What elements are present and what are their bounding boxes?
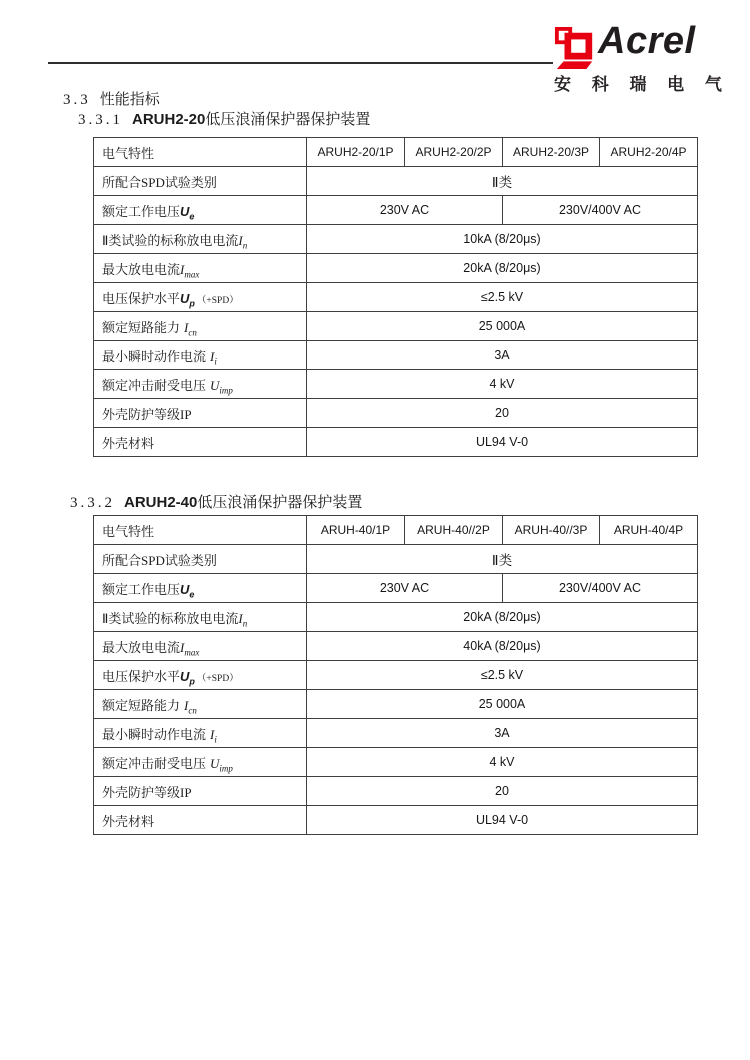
table-row xyxy=(94,661,698,690)
row-value: 20kA (8/20μs) xyxy=(307,603,698,632)
row-value: 4 kV xyxy=(307,748,698,777)
row-label: 最小瞬时动作电流 xyxy=(102,348,207,364)
row-symbol-sub: cn xyxy=(188,327,197,338)
row-symbol: I xyxy=(184,697,189,713)
table-row xyxy=(94,370,698,399)
row-value: 25 000A xyxy=(307,312,698,341)
table-row xyxy=(94,719,698,748)
row-value: 3A xyxy=(307,341,698,370)
table-header-row xyxy=(94,138,698,167)
row-label: 外壳防护等级IP xyxy=(102,406,192,422)
row-symbol-sub: n xyxy=(242,618,248,629)
row-label: 额定冲击耐受电压 xyxy=(102,377,207,393)
table-row xyxy=(94,254,698,283)
row-symbol-sub: e xyxy=(189,211,195,222)
table2-heading-suffix: 低压浪涌保护器保护装置 xyxy=(197,495,363,511)
row-label: 额定短路能力 xyxy=(102,697,181,713)
row-value: 10kA (8/20μs) xyxy=(307,225,698,254)
table-row xyxy=(94,225,698,254)
table-header-row xyxy=(94,516,698,545)
row-value: UL94 V-0 xyxy=(307,806,698,835)
row-symbol: I xyxy=(180,639,185,655)
column-header-model: ARUH2-20/3P xyxy=(503,138,600,167)
row-label: 最大放电电流 xyxy=(102,261,181,277)
column-header-model: ARUH2-20/2P xyxy=(405,138,503,167)
row-symbol: I xyxy=(184,319,189,335)
row-symbol-sub: i xyxy=(214,734,217,745)
spec-table-aruh2-40 xyxy=(93,515,698,835)
row-symbol: U xyxy=(210,377,220,393)
row-symbol-sub: p xyxy=(189,676,195,687)
table-row xyxy=(94,690,698,719)
row-symbol-sub: e xyxy=(189,589,195,600)
table-row xyxy=(94,603,698,632)
column-header-model: ARUH-40//2P xyxy=(405,516,503,545)
row-value: 3A xyxy=(307,719,698,748)
table-row xyxy=(94,167,698,196)
row-value: 230V AC xyxy=(307,574,503,603)
row-symbol: I xyxy=(210,348,215,364)
table2-heading-model: ARUH2-40 xyxy=(124,494,198,511)
row-label: Ⅱ类试验的标称放电电流 xyxy=(102,610,239,626)
brand-name: Acrel xyxy=(598,20,696,62)
row-label: 外壳材料 xyxy=(102,435,155,451)
brand-logo xyxy=(554,18,730,95)
row-label: 电压保护水平 xyxy=(102,290,181,306)
table-row xyxy=(94,574,698,603)
row-value: ≤2.5 kV xyxy=(307,661,698,690)
row-label-note: （+SPD） xyxy=(196,673,239,684)
row-symbol-sub: p xyxy=(189,298,195,309)
row-symbol-sub: i xyxy=(214,356,217,367)
table-row xyxy=(94,196,698,225)
table-row xyxy=(94,312,698,341)
table-row xyxy=(94,806,698,835)
row-value: 20kA (8/20μs) xyxy=(307,254,698,283)
row-symbol-sub: imp xyxy=(219,763,233,774)
section-title: 性能指标 xyxy=(99,92,160,108)
row-label: 外壳防护等级IP xyxy=(102,784,192,800)
row-symbol: I xyxy=(210,726,215,742)
table2-heading xyxy=(70,491,362,512)
row-symbol-sub: n xyxy=(242,240,248,251)
table-row xyxy=(94,777,698,806)
row-value: 230V/400V AC xyxy=(503,196,698,225)
brand-chinese-name: 安 科 瑞 电 气 xyxy=(554,75,730,94)
column-header-feature: 电气特性 xyxy=(102,523,155,539)
row-symbol: U xyxy=(210,755,220,771)
row-value: ≤2.5 kV xyxy=(307,283,698,312)
table-row xyxy=(94,341,698,370)
row-value: 4 kV xyxy=(307,370,698,399)
row-value: 230V/400V AC xyxy=(503,574,698,603)
table1-heading-model: ARUH2-20 xyxy=(132,111,206,128)
table1-heading-suffix: 低压浪涌保护器保护装置 xyxy=(205,112,371,128)
column-header-model: ARUH2-20/4P xyxy=(600,138,698,167)
row-label-note: （+SPD） xyxy=(196,295,239,306)
table1-heading-number: 3.3.1 xyxy=(78,112,123,128)
row-value: UL94 V-0 xyxy=(307,428,698,457)
row-label: 最大放电电流 xyxy=(102,639,181,655)
table-row xyxy=(94,545,698,574)
table-row xyxy=(94,399,698,428)
section-heading xyxy=(63,88,160,109)
row-label: 额定短路能力 xyxy=(102,319,181,335)
table-row xyxy=(94,748,698,777)
row-symbol: I xyxy=(238,232,243,248)
table-row xyxy=(94,283,698,312)
column-header-model: ARUH-40/4P xyxy=(600,516,698,545)
row-symbol-sub: max xyxy=(184,647,200,658)
row-symbol: U xyxy=(180,581,190,597)
row-symbol-sub: cn xyxy=(188,705,197,716)
row-symbol-sub: max xyxy=(184,269,200,280)
table1-heading xyxy=(78,108,370,129)
row-label: 电压保护水平 xyxy=(102,668,181,684)
row-value: 230V AC xyxy=(307,196,503,225)
row-label: 所配合SPD试验类别 xyxy=(102,552,217,568)
table-row xyxy=(94,632,698,661)
row-symbol: I xyxy=(180,261,185,277)
row-label: 额定工作电压 xyxy=(102,581,181,597)
row-symbol: U xyxy=(180,290,190,306)
row-value: Ⅱ类 xyxy=(307,167,698,196)
table-row xyxy=(94,428,698,457)
section-number: 3.3 xyxy=(63,92,91,108)
row-label: 外壳材料 xyxy=(102,813,155,829)
header-rule xyxy=(48,62,553,64)
row-label: Ⅱ类试验的标称放电电流 xyxy=(102,232,239,248)
acrel-logo-icon xyxy=(554,26,596,70)
row-value: Ⅱ类 xyxy=(307,545,698,574)
row-value: 25 000A xyxy=(307,690,698,719)
column-header-model: ARUH-40//3P xyxy=(503,516,600,545)
column-header-model: ARUH-40/1P xyxy=(307,516,405,545)
spec-table-aruh2-20 xyxy=(93,137,698,457)
row-symbol-sub: imp xyxy=(219,385,233,396)
row-value: 20 xyxy=(307,399,698,428)
row-symbol: U xyxy=(180,668,190,684)
row-label: 额定冲击耐受电压 xyxy=(102,755,207,771)
row-label: 额定工作电压 xyxy=(102,203,181,219)
row-label: 所配合SPD试验类别 xyxy=(102,174,217,190)
column-header-model: ARUH2-20/1P xyxy=(307,138,405,167)
row-symbol: U xyxy=(180,203,190,219)
row-value: 20 xyxy=(307,777,698,806)
table2-heading-number: 3.3.2 xyxy=(70,495,115,511)
column-header-feature: 电气特性 xyxy=(102,145,155,161)
row-label: 最小瞬时动作电流 xyxy=(102,726,207,742)
row-symbol: I xyxy=(238,610,243,626)
row-value: 40kA (8/20μs) xyxy=(307,632,698,661)
